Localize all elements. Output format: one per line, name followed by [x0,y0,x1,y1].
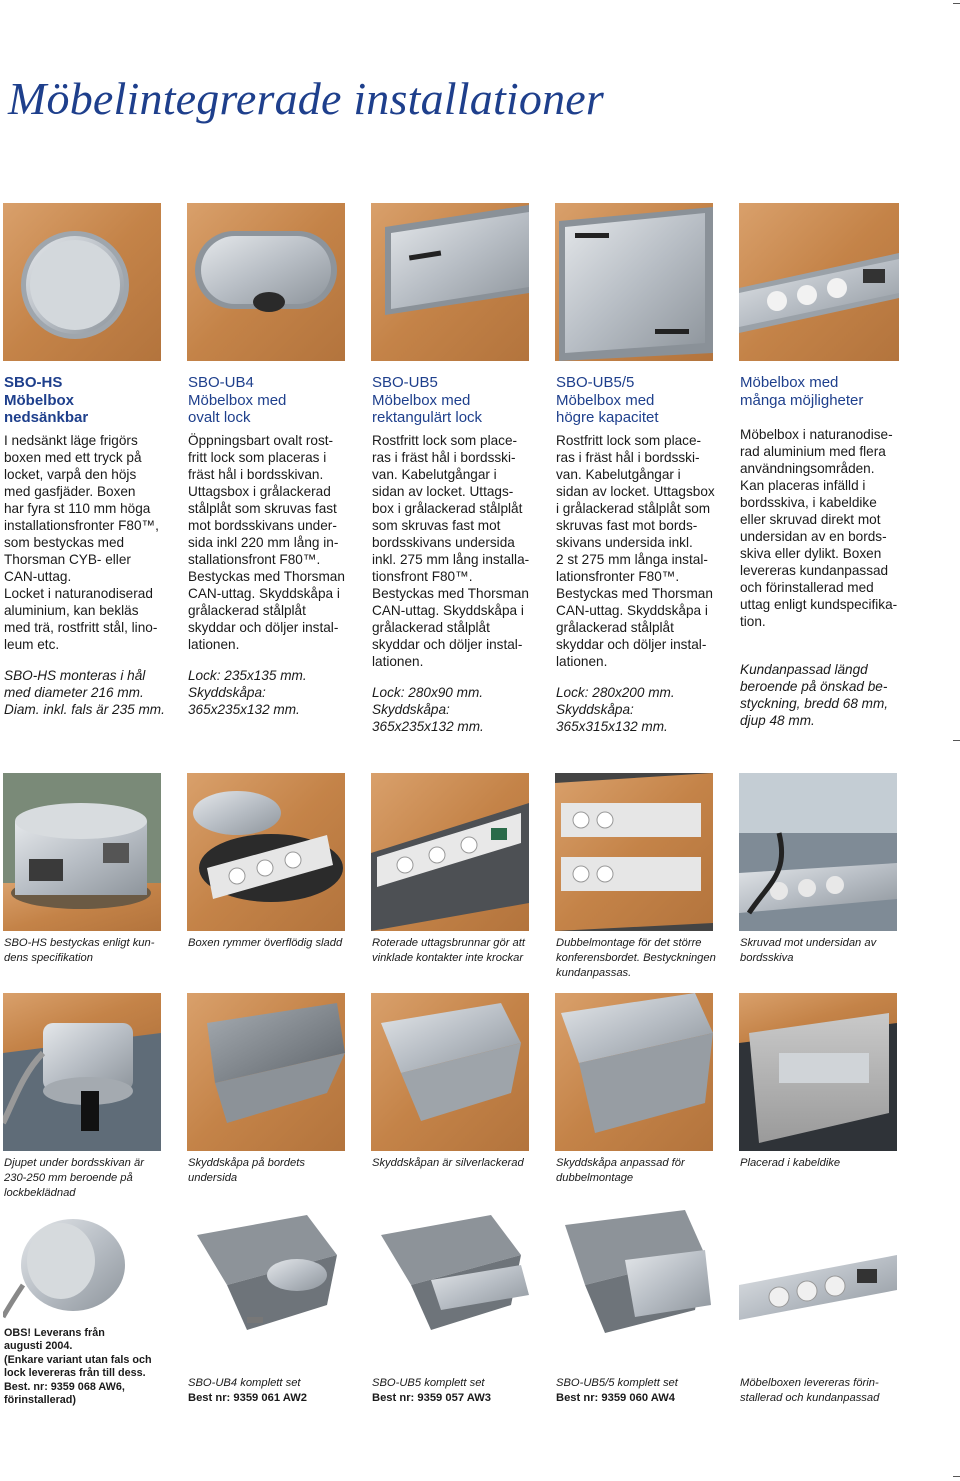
product-specs: SBO-HS monteras i hål med diameter 216 mm. Diam. inkl. fals är 235 mm. [4,667,165,717]
open-oval-box-photo [187,773,345,931]
product-specs: Lock: 280x90 mm. Skyddskåpa: 365x235x132 mm. [372,684,484,734]
product-name: ovalt lock [188,409,251,426]
product-description: Möbelbox i naturanodise- rad aluminium med flera användningsområden. Kan placeras infälld i bordsskiva, i kabeldike eller skruvad direkt mot undersidan av en bords- skiva eller dylikt. Boxen levereras kundanpassad och förinstallerad med uttag enligt kundspecifika- tion. [740,427,898,629]
product-code: SBO-HS [4,374,63,391]
popup-box-photo [3,773,161,931]
cable-tray-photo [739,993,897,1151]
page-title: Möbelintegrerade installationer [8,73,605,124]
product-sbo-ub4 [188,374,358,718]
product-mobelbox [740,374,910,729]
notice: OBS! Leverans från augusti 2004. (Enkare variant utan fals och lock levereras från till dess. Best. nr: 9359 068 AW6, förinstallerad) [4,1327,152,1407]
ub55-kit-photo [555,1205,713,1335]
set-label: SBO-UB5/5 komplett set [556,1377,678,1389]
product-name: Möbelbox med [372,391,471,409]
double-lid-photo [555,203,713,361]
product-heading [372,374,542,427]
product-code: SBO-UB4 [188,374,254,391]
product-sbo-hs [4,374,174,718]
product-name: nedsänkbar [4,409,89,426]
product-name: Möbelbox [4,391,74,409]
popup-box-product-photo [3,1205,153,1320]
product-name: högre kapacitet [556,409,659,426]
ub4-kit-photo [187,1205,345,1335]
caption: Skruvad mot undersidan av bordsskiva [740,937,877,964]
product-name: många möjligheter [740,391,864,409]
product-name: Möbelbox med [556,391,655,409]
product-heading [4,374,174,427]
product-code: SBO-UB5 [372,374,438,391]
product-specs: Lock: 280x200 mm. Skyddskåpa: 365x315x132 mm. [556,684,675,734]
double-cover-photo [555,993,713,1151]
caption: Boxen rymmer överflödig sladd [188,937,343,949]
product-name: Möbelbox med [740,374,839,391]
crop-mark [953,3,960,4]
order-number: Best nr: 9359 060 AW4 [556,1392,675,1404]
ub5-kit-photo [371,1205,529,1335]
product-sbo-ub5 [372,374,542,735]
order-number: Best nr: 9359 057 AW3 [372,1392,491,1404]
product-heading [188,374,358,427]
product-heading [556,374,726,427]
crop-mark [953,1476,960,1477]
rotated-outlets-photo [371,773,529,931]
product-heading [740,374,910,409]
aluminium-box-photo [739,1245,897,1325]
set-caption [188,1376,358,1406]
crop-mark [953,740,960,741]
product-code: SBO-UB5/5 [556,374,635,391]
product-specs: Lock: 235x135 mm. Skyddskåpa: 365x235x132 mm. [188,667,307,717]
product-description: Rostfritt lock som place- ras i fräst hål i bordsski- van. Kabelutgångar i sidan av locket. Uttagsbox i grålackerad stålplåt som skruvas fast mot bords- skivans undersida inkl. 2 st 275 mm långa instal- lationsfronter F80™. Bestyckas med Thorsman CAN-uttag. Skyddskåpa i grålackerad stålplåt skyddar och döljer instal- lationen. [556,432,715,669]
depth-under-table-photo [3,993,161,1151]
set-label: SBO-UB4 komplett set [188,1377,301,1389]
caption: Djupet under bordsskivan är 230-250 mm beroende på lockbeklädnad [4,1157,144,1199]
set-label: SBO-UB5 komplett set [372,1377,485,1389]
caption: SBO-HS bestyckas enligt kun- dens specifikation [4,937,155,964]
rectangular-lid-photo [371,203,529,361]
caption: Skyddskåpan är silverlackerad [372,1157,524,1169]
product-description: I nedsänkt läge frigörs boxen med ett tryck på locket, varpå den höjs med gasfjäder. Boxen har fyra st 110 mm höga installationsfronter F80™, som bestyckas med Thorsman CYB- eller CAN-uttag. Locket i naturanodiserad aluminium, kan bekläs med trä, rostfritt stål, lino- leum etc. [4,432,159,652]
caption: Skyddskåpa anpassad för dubbelmontage [556,1157,685,1184]
silver-cover-photo [371,993,529,1151]
caption: Dubbelmontage för det större konferensbordet. Bestyckningen kundanpassas. [556,937,716,979]
set-caption [556,1376,726,1406]
underside-mounted-strip-photo [739,773,897,931]
product-specs: Kundanpassad längd beroende på önskad be- styckning, bredd 68 mm, djup 48 mm. [740,662,889,728]
caption: Skyddskåpa på bordets undersida [188,1157,305,1184]
set-caption [372,1376,542,1406]
caption: Roterade uttagsbrunnar gör att vinklade kontakter inte krockar [372,937,525,964]
product-description: Rostfritt lock som place- ras i fräst hål i bordsski- van. Kabelutgångar i sidan av locket. Uttags- box i grålackerad stålplåt som skruvas fast mot bordsskivans undersida inkl. 275 mm lång installa- tionsfront F80™. Bestyckas med Thorsman CAN-uttag. Skyddskåpa i grålackerad stålplåt skyddar och döljer instal- lationen. [372,432,530,669]
cover-under-table-photo [187,993,345,1151]
double-mount-photo [555,773,713,931]
caption: Möbelboxen levereras förin- stallerad och kundanpassad [740,1377,880,1404]
product-name: Möbelbox med [188,391,287,409]
product-description: Öppningsbart ovalt rost- fritt lock som placeras i fräst hål i bordsskivan. Uttagsbox i grålackerad stålplåt som skruvas fast mot bordsskivans under- sida inkl 220 mm lång in- stallationsfront F80™. Bestyckas med Thorsman CAN-uttag. Skyddskåpa i grålackerad stålplåt skyddar och döljer instal- lationen. [188,432,345,652]
caption: Placerad i kabeldike [740,1157,841,1169]
oval-lid-photo [187,203,345,361]
round-lid-photo [3,203,161,361]
outlet-strip-photo [739,203,899,361]
order-number: Best nr: 9359 061 AW2 [188,1392,307,1404]
product-name: rektangulärt lock [372,409,483,426]
product-sbo-ub5-5 [556,374,726,735]
